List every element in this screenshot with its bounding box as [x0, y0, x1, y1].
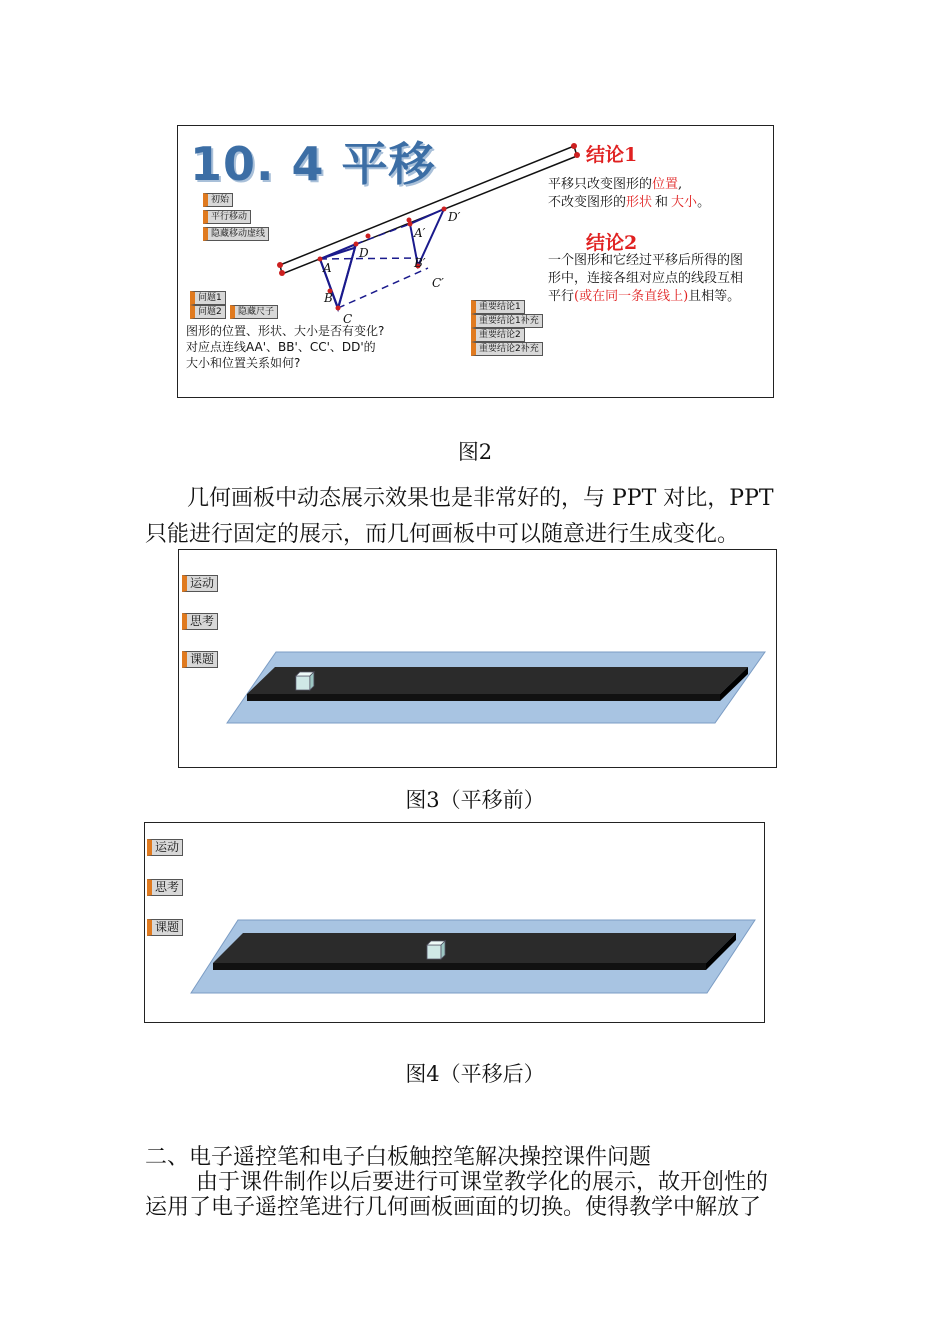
- black-track-front: [247, 694, 720, 701]
- btn-conclusion-2-supplement[interactable]: 重要结论2补充: [471, 342, 543, 356]
- figure-2: [177, 125, 774, 398]
- paragraph-1-line-1: 几何画板中动态展示效果也是非常好的，与 PPT 对比，PPT: [187, 486, 774, 511]
- label-d-prime: D′: [448, 210, 461, 224]
- conclusion-1-text: [548, 176, 710, 212]
- label-d: D: [359, 246, 369, 260]
- c2-text: 平行: [548, 289, 575, 304]
- c1-red-position: 位置: [652, 177, 679, 192]
- cube-face: [427, 945, 441, 959]
- conclusion-2-text: [548, 252, 743, 306]
- btn-conclusion-1-supplement[interactable]: 重要结论1补充: [471, 314, 543, 328]
- figure-2-title: 10. 4 平移: [190, 137, 436, 191]
- cube-face: [296, 676, 310, 690]
- figure-3-caption: 图3（平移前）: [405, 788, 545, 812]
- btn-conclusion-1[interactable]: 重要结论1: [471, 300, 525, 314]
- figure-4-caption: 图4（平移后）: [405, 1062, 545, 1086]
- btn-topic[interactable]: 课题: [182, 651, 218, 668]
- black-track-front: [213, 963, 706, 970]
- question-text: [186, 323, 384, 371]
- c1-text: 平移只改变图形的: [548, 177, 653, 192]
- c1-red-shape: 形状: [626, 195, 653, 210]
- black-track-top: [213, 933, 736, 963]
- paragraph-1-line-2: 只能进行固定的展示，而几何画板中可以随意进行生成变化。: [145, 522, 740, 547]
- btn-motion[interactable]: 运动: [182, 575, 218, 592]
- btn-question-2[interactable]: 问题2: [190, 305, 226, 319]
- section-2-line-1: 由于课件制作以后要进行可课堂教学化的展示，故开创性的: [196, 1170, 769, 1195]
- question-line: 大小和位置关系如何?: [186, 356, 301, 370]
- c2-red: (或在同一条直线上): [574, 289, 689, 304]
- btn-translate[interactable]: 平行移动: [203, 210, 251, 224]
- btn-motion[interactable]: 运动: [147, 839, 183, 856]
- c1-red-size: 大小: [671, 195, 698, 210]
- c1-and: 和: [655, 195, 669, 210]
- conclusion-1-heading: 结论1: [586, 144, 638, 166]
- c2-line-1: 一个图形和它经过平移后所得的图: [548, 253, 744, 268]
- section-2-heading: 二、电子遥控笔和电子白板触控笔解决操控课件问题: [145, 1145, 652, 1170]
- cube: [427, 941, 445, 959]
- btn-hide-dashed[interactable]: 隐藏移动虚线: [203, 227, 269, 241]
- ruler: [277, 143, 580, 276]
- c2-line-2: 形中，连接各组对应点的线段互相: [548, 271, 744, 286]
- cube: [296, 672, 314, 690]
- btn-hide-ruler[interactable]: 隐藏尺子: [230, 305, 278, 319]
- c1-end: 。: [697, 195, 711, 210]
- c1-text-2: 不改变图形的: [548, 195, 627, 210]
- question-line: 对应点连线AA'、BB'、CC'、DD'的: [186, 340, 376, 354]
- btn-think[interactable]: 思考: [182, 613, 218, 630]
- c2-end: 且相等。: [688, 289, 741, 304]
- label-b: B: [324, 291, 333, 305]
- figure-4: [144, 822, 765, 1023]
- section-2-line-2: 运用了电子遥控笔进行几何画板画面的切换。使得教学中解放了: [145, 1195, 762, 1220]
- btn-question-1[interactable]: 问题1: [190, 291, 226, 305]
- btn-topic[interactable]: 课题: [147, 919, 183, 936]
- btn-think[interactable]: 思考: [147, 879, 183, 896]
- track-scene-after: [145, 823, 766, 1024]
- btn-conclusion-2[interactable]: 重要结论2: [471, 328, 525, 342]
- btn-initial[interactable]: 初始: [203, 193, 233, 207]
- figure-3: [178, 549, 777, 768]
- conclusion-2-heading: 结论2: [586, 232, 638, 254]
- label-c-prime: C′: [432, 276, 444, 290]
- label-b-prime: B′: [414, 256, 426, 270]
- track-scene-before: [179, 550, 778, 769]
- c1-punct: ,: [678, 177, 683, 192]
- label-a-prime: A′: [414, 226, 426, 240]
- black-track-top: [247, 667, 748, 694]
- question-line: 图形的位置、形状、大小是否有变化?: [186, 324, 385, 338]
- label-c: C: [343, 312, 353, 326]
- label-a: A: [323, 261, 332, 275]
- figure-2-caption: 图2: [457, 440, 493, 464]
